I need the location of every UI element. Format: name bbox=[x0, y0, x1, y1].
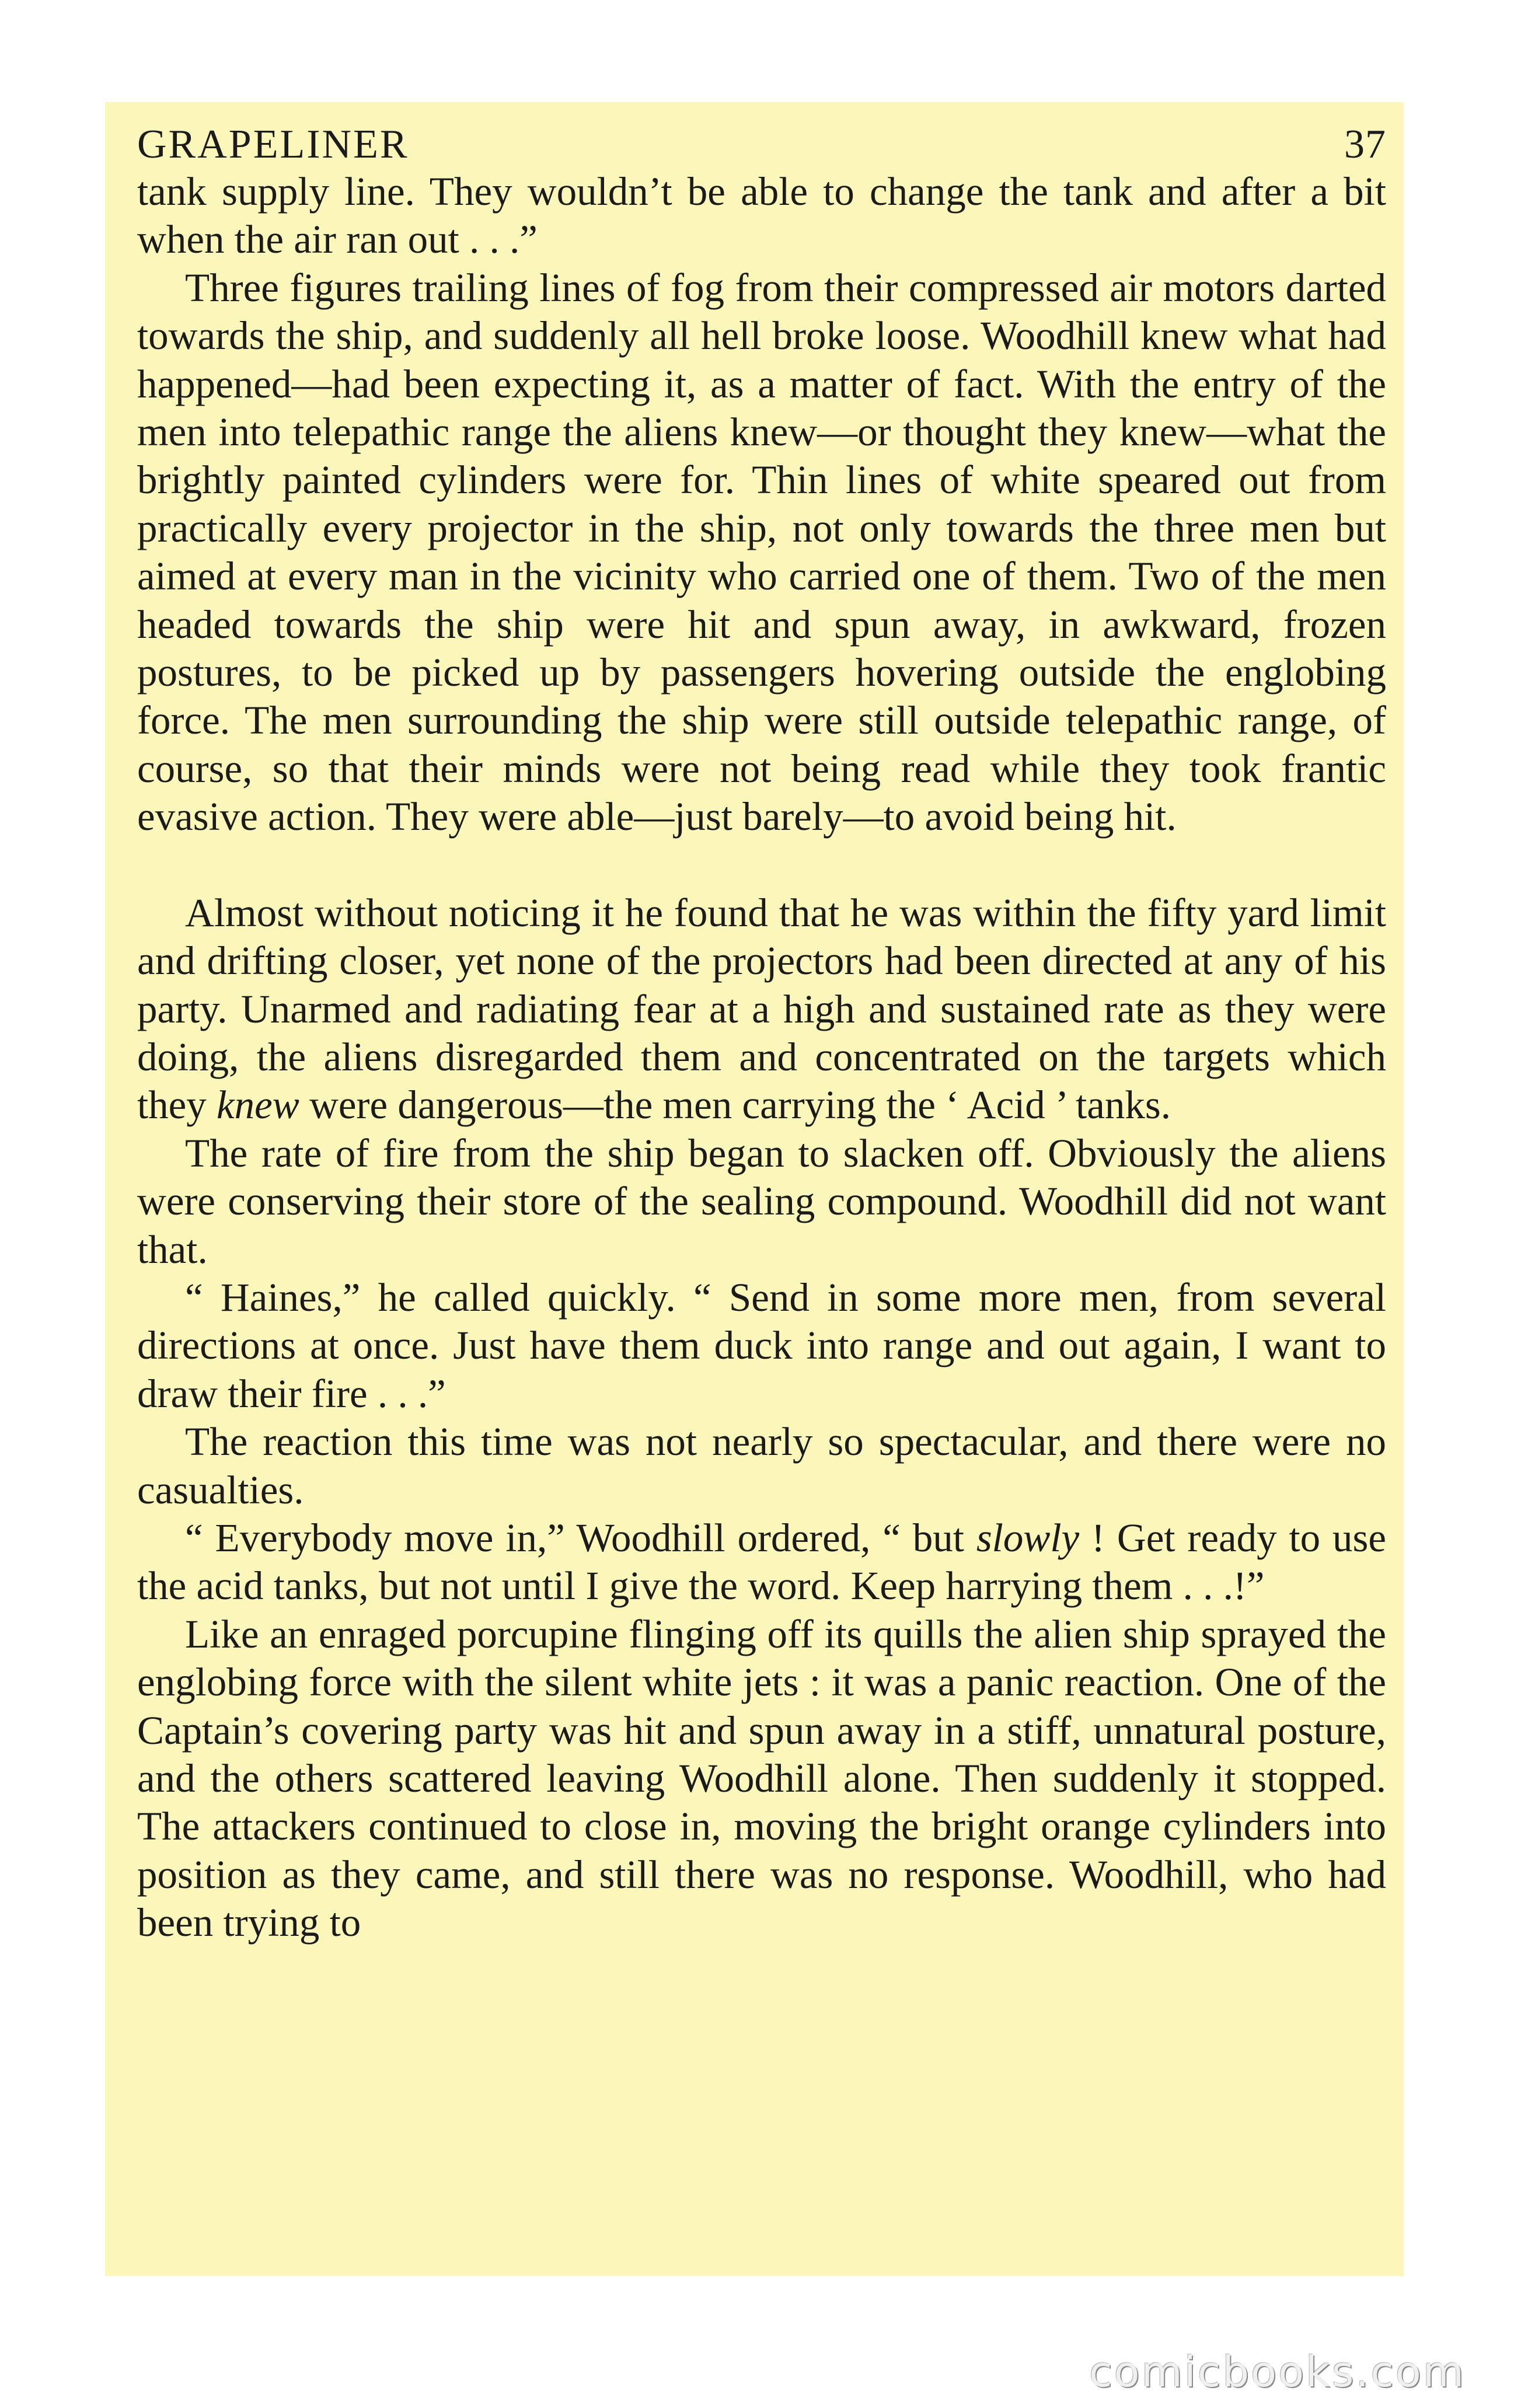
paragraph: The reaction this time was not nearly so spectacular, and there were no casualties. bbox=[137, 1419, 1386, 1512]
text-run: Almost without noticing it he found that he was within the fifty yard limit and drifting closer, yet none of the projectors had been directed at any of his party. Unarmed and radiating fear at a high and sustained rate as they were doing, the aliens disregarded them and concentrated on the targets which they bbox=[137, 890, 1386, 1128]
body-text bbox=[137, 167, 1386, 1947]
watermark: comicbooks.com bbox=[1089, 2347, 1466, 2396]
paragraph-section-start bbox=[137, 889, 1386, 1129]
paragraph: “ Haines,” he called quickly. “ Send in some more men, from several directions at once. Just have them duck into range and out again, I want to draw their fire . . .” bbox=[137, 1275, 1386, 1416]
paragraph: The rate of fire from the ship began to slacken off. Obviously the aliens were conserving their store of the sealing compound. Woodhill did not want that. bbox=[137, 1130, 1386, 1272]
paragraph: Three figures trailing lines of fog from their compressed air motors darted towards the ship, and suddenly all hell broke loose. Woodhill knew what had happened—had been expecting it, as a matter of fact. With the entry of the men into telepathic range the aliens knew—or thought they knew—what the brightly painted cylinders were for. Thin lines of white speared out from practically every projector in the ship, not only towards the three men but aimed at every man in the vicinity who carried one of them. Two of the men headed towards the ship were hit and spun away, in awkward, frozen postures, to be picked up by passengers hovering outside the englobing force. The men surrounding the ship were still outside telepathic range, of course, so that their minds were not being read while they took frantic evasive action. They were able—just barely—to avoid being hit. bbox=[137, 265, 1386, 839]
text-run: “ Everybody move in,” Woodhill ordered, “ but bbox=[185, 1515, 964, 1560]
paragraph: Like an enraged porcupine flinging off its quills the alien ship sprayed the englobing force with the silent white jets : it was a panic reaction. One of the Captain’s covering party was hit and spun away in a stiff, unnatural posture, and the others scattered leaving Woodhill alone. Then suddenly it stopped. The attackers continued to close in, moving the bright orange cylinders into position as they came, and still there was no response. Woodhill, who had been trying to bbox=[137, 1611, 1386, 1945]
running-header bbox=[137, 117, 1386, 172]
text-run: ! Get ready to use the acid tanks, but not until I give the word. Keep harrying them . . .!” bbox=[137, 1515, 1386, 1608]
italic-word: slowly bbox=[976, 1515, 1080, 1560]
page-title: GRAPELINER bbox=[137, 122, 409, 167]
book-page bbox=[105, 102, 1404, 2276]
paragraph-continued: tank supply line. They wouldn’t be able to change the tank and after a bit when the air ran out . . .” bbox=[137, 169, 1386, 262]
italic-word: knew bbox=[217, 1083, 299, 1128]
paragraph bbox=[137, 1514, 1386, 1610]
text-run: were dangerous—the men carrying the ‘ Acid ’ tanks. bbox=[309, 1083, 1171, 1128]
page-number: 37 bbox=[1344, 122, 1386, 167]
